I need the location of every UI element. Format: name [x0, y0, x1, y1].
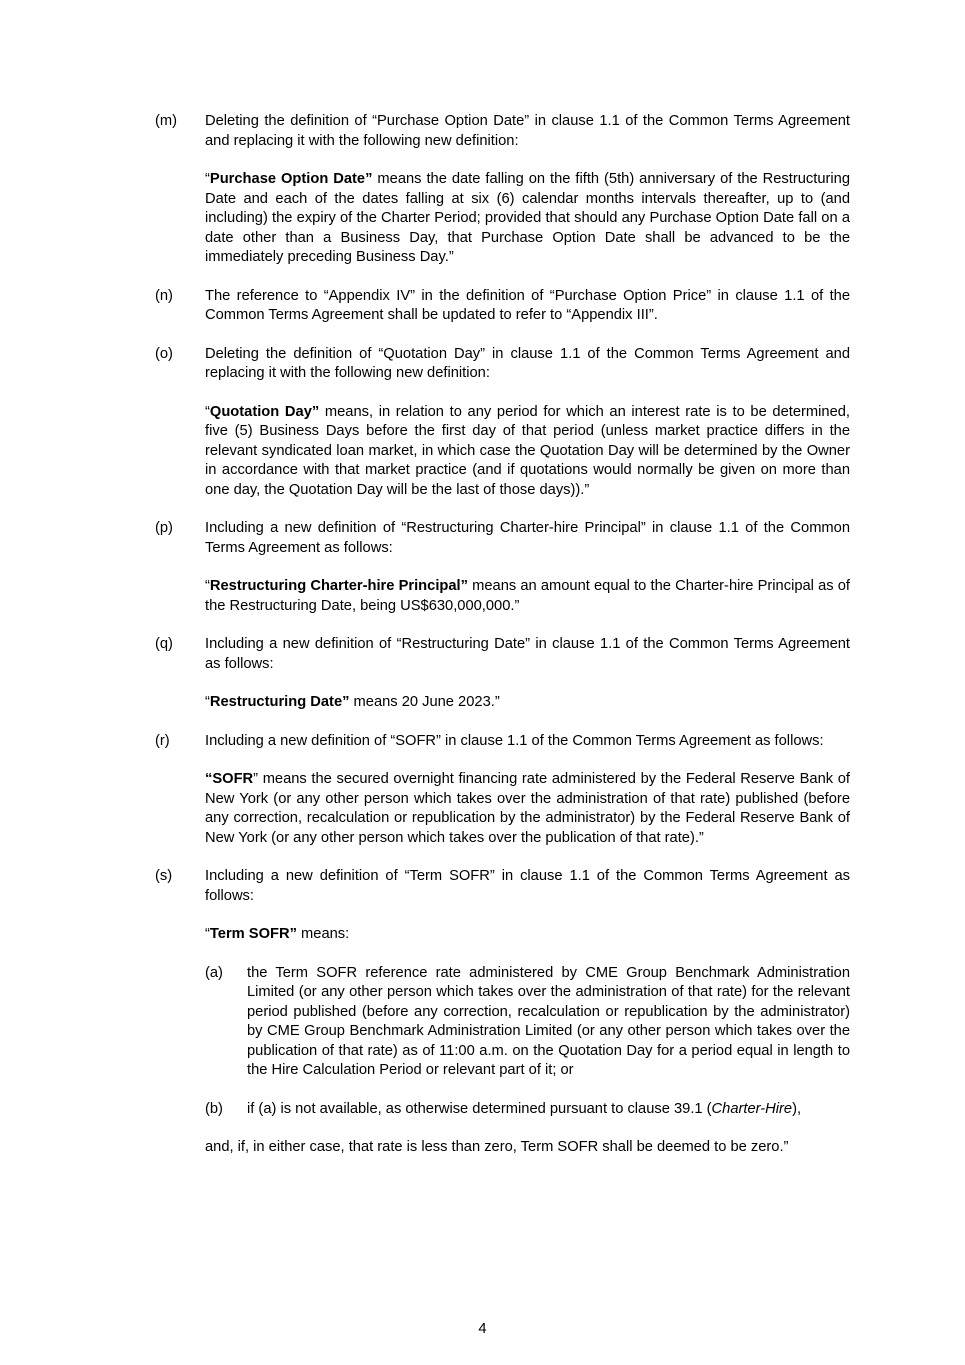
clause-marker: (p) [155, 520, 173, 536]
definition-text: means the date falling on the fifth (5th) anniversary of the Restructuring Date and each of the dates falling at six (6) calendar months intervals thereafter, up to (and including) the expiry of the Charter Period; provided that should any Purchase Option Date fall on a date other than a Business Day, that Purchase Option Date shall be advanced to be the immediately preceding Business Day.” [205, 171, 850, 265]
term-sofr-subclause-a [205, 964, 850, 1081]
clause-text: Including a new definition of “Restructuring Date” in clause 1.1 of the Common Terms Agreement as follows: [205, 636, 850, 672]
open-quote: “ [205, 403, 210, 420]
open-quote: “ [205, 926, 210, 942]
definition-text: means, in relation to any period for which an interest rate is to be determined, five (5) Business Days before the first day of that period (unless market practice differs in the relevant syndicated loan market, in which case the Quotation Day will be determined by the Owner in accordance with that market practice (and if quotations would normally be given on more than one day, the Quotation Day will be the last of those days)).” [205, 403, 850, 498]
clause-s [155, 867, 850, 906]
term-sofr-tail-paragraph: and, if, in either case, that rate is less than zero, Term SOFR shall be deemed to be zero.” [205, 1139, 789, 1155]
defined-term: Purchase Option Date” [209, 171, 373, 187]
definition-restructuring-charterhire-principal [205, 577, 850, 616]
definition-text: means: [296, 926, 350, 942]
clause-marker: (r) [155, 732, 170, 749]
defined-term: “SOFR [205, 771, 254, 787]
definition-purchase-option-date [205, 170, 850, 268]
sub-clause-text [247, 1100, 850, 1120]
clause-text: Including a new definition of “Term SOFR” in clause 1.1 of the Common Terms Agreement as follows: [205, 868, 850, 904]
definition-sofr [205, 770, 850, 848]
clause-marker: (m) [155, 113, 178, 129]
clause-m [155, 112, 850, 151]
open-quote: “ [205, 578, 210, 594]
clause-text: The reference to “Appendix IV” in the definition of “Purchase Option Price” in clause 1.1 of the Common Terms Agreement shall be updated to refer to “Appendix III”. [205, 287, 850, 323]
sub-clause-text: the Term SOFR reference rate administered by CME Group Benchmark Administration Limited (or any other person which takes over the administration of that rate) for the relevant period published (before any correction, recalculation or republication by the administrator) by CME Group Benchmark Administration Limited (or any other person which takes over the publication of that rate) as of 11:00 a.m. on the Quotation Day for a period equal in length to the Hire Calculation Period or relevant part of it; or [247, 964, 850, 1078]
clause-n [155, 287, 850, 326]
clause-marker: (o) [155, 345, 173, 362]
sub-clause-text-before: if (a) is not available, as otherwise determined pursuant to clause 39.1 ( [247, 1100, 712, 1117]
definition-text: ” means the secured overnight financing rate administered by the Federal Reserve Bank of New York (or any other person which takes over the administration of that rate) published (before any correction, recalculation or republication by the administrator) by the Federal Reserve Bank of New York (or any other person which takes over the publication of that rate).” [205, 771, 850, 846]
definition-text: means an amount equal to the Charter-hire Principal as of the Restructuring Date, being US$630,000,000.” [205, 578, 851, 614]
definition-text: means 20 June 2023.” [349, 694, 500, 710]
clause-marker: (n) [155, 287, 173, 304]
defined-term: Quotation Day” [209, 403, 320, 420]
sub-clause-marker: (a) [205, 964, 223, 981]
open-quote: “ [205, 171, 210, 187]
sub-clause-text-after: ), [792, 1100, 802, 1117]
clause-p [155, 519, 850, 558]
definition-quotation-day [205, 403, 850, 501]
defined-term: Restructuring Date” [209, 694, 350, 710]
clause-text: Including a new definition of “Restructuring Charter-hire Principal” in clause 1.1 of the Common Terms Agreement as follows: [205, 520, 850, 556]
definition-restructuring-date [205, 693, 850, 713]
sub-clause-marker: (b) [205, 1100, 223, 1117]
clause-text: Deleting the definition of “Purchase Option Date” in clause 1.1 of the Common Terms Agreement and replacing it with the following new definition: [205, 113, 850, 149]
clause-q [155, 635, 850, 674]
clause-marker: (q) [155, 636, 173, 652]
clause-marker: (s) [155, 868, 173, 884]
term-sofr-subclause-b [205, 1100, 850, 1120]
clause-text: Including a new definition of “SOFR” in clause 1.1 of the Common Terms Agreement as follows: [205, 732, 824, 749]
defined-term: Restructuring Charter-hire Principal” [209, 578, 468, 594]
clause-r [155, 732, 850, 752]
clause-o [155, 345, 850, 384]
page-number: 4 [478, 1321, 487, 1337]
definition-term-sofr [205, 925, 850, 945]
defined-term: Term SOFR” [209, 926, 297, 942]
clause-reference-italic: Charter-Hire [711, 1100, 793, 1117]
open-quote: “ [205, 694, 210, 710]
clause-text: Deleting the definition of “Quotation Day” in clause 1.1 of the Common Terms Agreement and replacing it with the following new definition: [205, 345, 850, 381]
